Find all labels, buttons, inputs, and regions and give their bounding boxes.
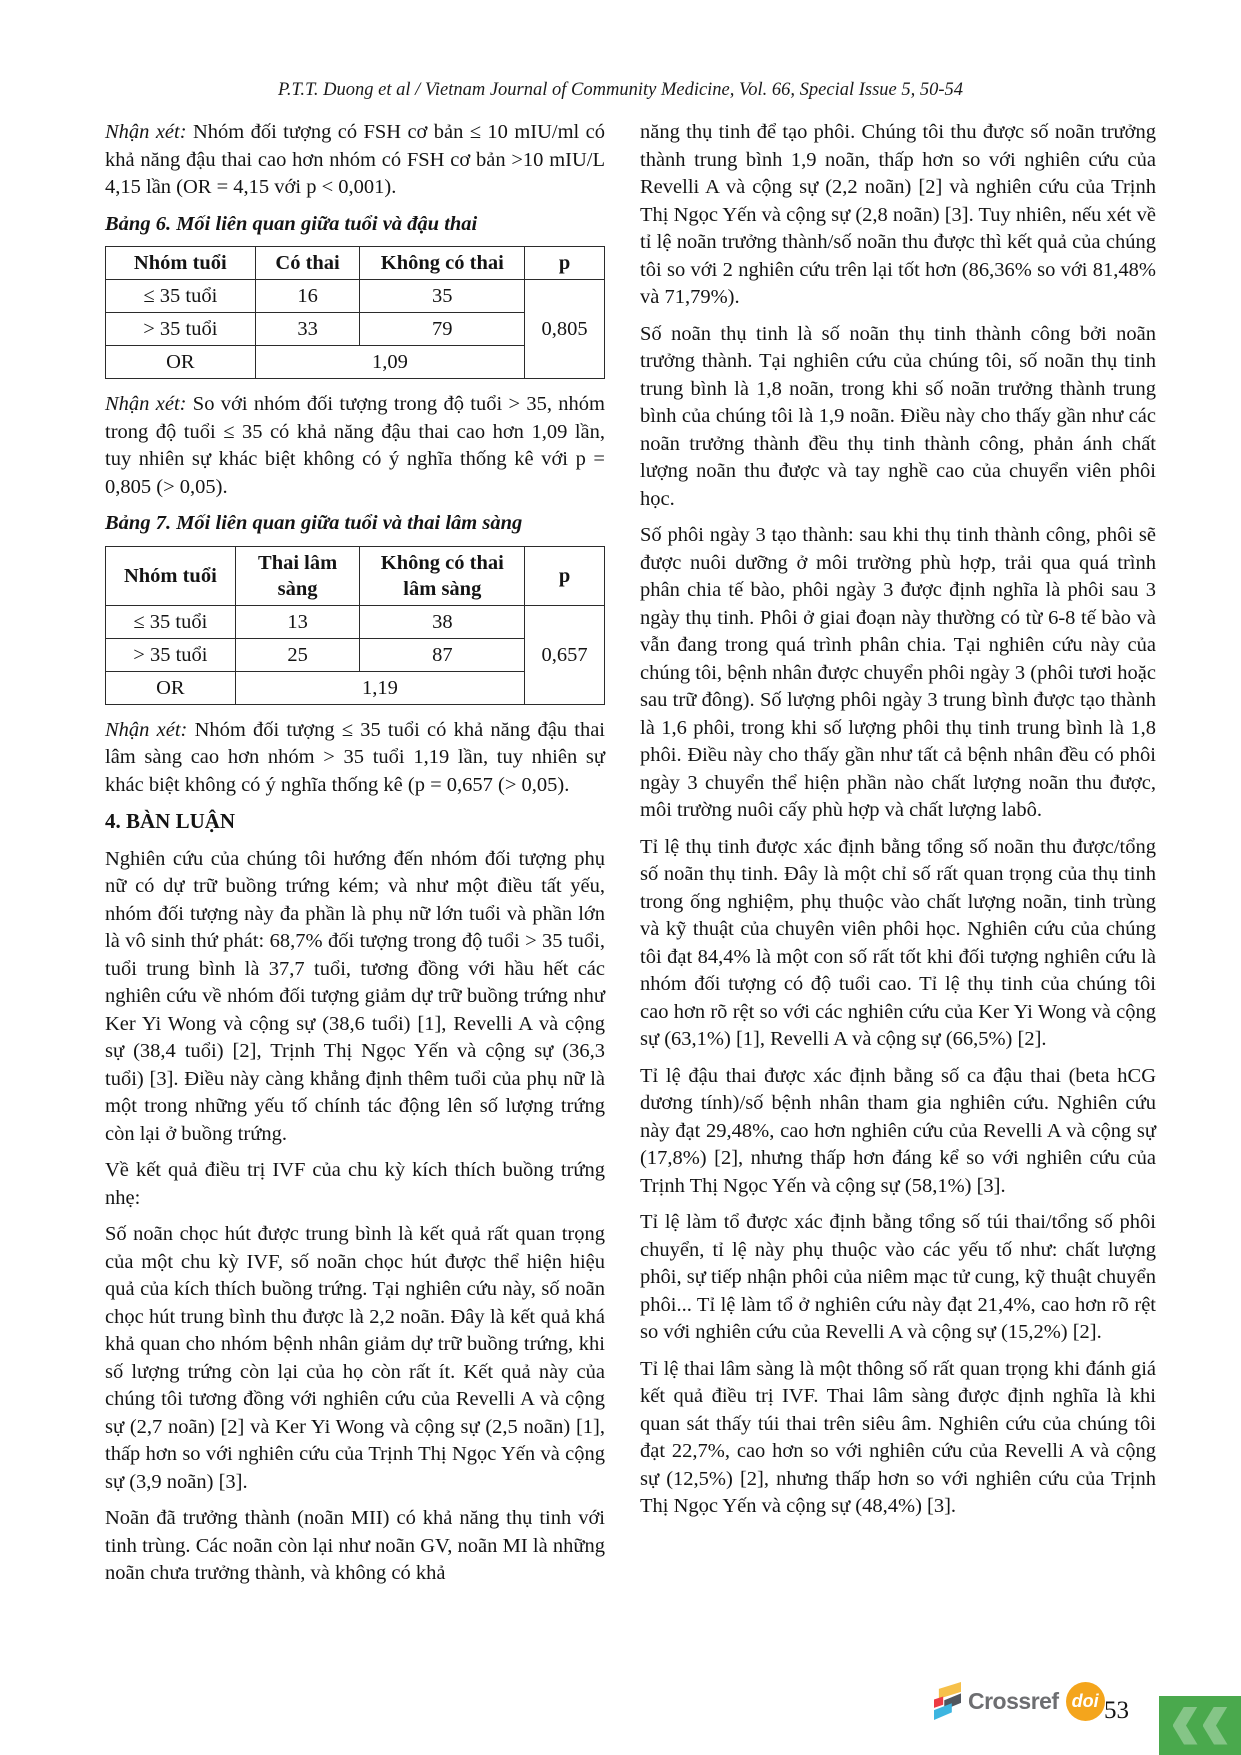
table6-header-row: [106, 247, 605, 280]
table7-header-cell: Không có thai lâm sàng: [360, 546, 525, 605]
note-table6-paragraph: [105, 391, 605, 501]
discussion-paragraph: Số noãn thụ tinh là số noãn thụ tinh thành công bởi noãn trưởng thành. Tại nghiên cứu của chúng tôi, số noãn thụ tinh trung bình là 1,8 noãn, trong khi số noãn trưởng thành trung bình của chúng tôi là 1,9 noãn. Điều này cho thấy gần như các noãn trưởng thành đều thụ tinh thành công, phản ánh chất lượng noãn thu được và tay nghề cao của chuyển viên phôi học.: [640, 322, 1156, 510]
chevron-left-icon: [1203, 1707, 1228, 1745]
crossref-logo-icon: [934, 1682, 961, 1720]
table7-header-row: [106, 546, 605, 605]
discussion-paragraph: Số phôi ngày 3 tạo thành: sau khi thụ tinh thành công, phôi sẽ được nuôi dưỡng ở môi trường phù hợp, trải qua quá trình phân chia tế bào, phôi ngày 3 được định nghĩa là phôi sau 3 ngày thụ tinh. Phôi ở giai đoạn này thường có từ 6-8 tế bào và vẫn đang trong quá trình phân chia. Tại nghiên cứu này của chúng tôi, bệnh nhân được chuyển phôi ngày 3 (phôi tươi hoặc sau trữ đông). Số lượng phôi ngày 3 trung bình được tạo thành là 1,6 phôi, trong khi số lượng phôi thụ tinh trung bình là 1,8 phôi. Điều này cho thấy gần như tất cả bệnh nhân đều có phôi ngày 3 chuyển thể hiện phần nào chất lượng noãn thu được, môi trường nuôi cấy phù hợp và chất lượng labô.: [640, 524, 1156, 821]
table6-or-value-cell: 1,09: [255, 346, 524, 379]
note-text: So với nhóm đối tượng trong độ tuổi > 35, nhóm trong độ tuổi ≤ 35 có khả năng đậu thai cao hơn 1,09 lần, tuy nhiên sự khác biệt không có ý nghĩa thống kê với p = 0,805 (> 0,05).: [105, 393, 605, 498]
note-table7-paragraph: [105, 717, 605, 800]
note-text: Nhóm đối tượng ≤ 35 tuổi có khả năng đậu thai lâm sàng cao hơn nhóm > 35 tuổi 1,19 lần, tuy nhiên sự khác biệt không có ý nghĩa thống kê (p = 0,657 (> 0,05).: [105, 718, 605, 796]
table7-header-cell: Nhóm tuổi: [106, 546, 236, 605]
table6-cell: 33: [255, 313, 360, 346]
table7-cell: 25: [235, 638, 360, 671]
doi-badge: doi: [1066, 1682, 1105, 1721]
table6-header-cell: Không có thai: [360, 247, 525, 280]
table7-header-cell: Thai lâm sàng: [235, 546, 360, 605]
table6-caption: Bảng 6. Mối liên quan giữa tuổi và đậu thai: [105, 212, 478, 235]
left-column: [105, 119, 605, 1597]
table-row: [106, 605, 605, 638]
table6-cell: 79: [360, 313, 525, 346]
table7-cell: 38: [360, 605, 525, 638]
table6-header-cell: Nhóm tuổi: [106, 247, 256, 280]
chevron-left-icon: [1173, 1707, 1198, 1745]
discussion-paragraph: Tỉ lệ đậu thai được xác định bằng số ca đậu thai (beta hCG dương tính)/số bệnh nhân tham gia nghiên cứu. Nghiên cứu này đạt 29,48%, cao hơn nghiên cứu của Revelli A và cộng sự (17,8%) [2], nhưng thấp hơn đáng kể so với nghiên cứu của Trịnh Thị Ngọc Yến và cộng sự (58,1%) [3].: [640, 1064, 1156, 1197]
table7-or-label-cell: OR: [106, 671, 236, 704]
discussion-paragraph: Tỉ lệ thụ tinh được xác định bằng tổng số noãn thu được/tổng số noãn thụ tinh. Đây là một chỉ số rất quan trọng của thụ tinh trong ống nghiệm, phụ thuộc vào chất lượng noãn, tinh trùng và kỹ thuật của chuyên viên phôi học. Nghiên cứu của chúng tôi đạt 84,4% là một con số rất tốt khi đối tượng nghiên cứu là nhóm đối tượng có độ tuổi cao. Tỉ lệ thụ tinh của chúng tôi cao hơn rõ rệt so với các nghiên cứu của Ker Yi Wong và cộng sự (63,1%) [1], Revelli A và cộng sự (66,5%) [2].: [640, 835, 1156, 1050]
table6-cell: ≤ 35 tuổi: [106, 280, 256, 313]
discussion-paragraph: năng thụ tinh để tạo phôi. Chúng tôi thu được số noãn trưởng thành trung bình 1,9 noãn, thấp hơn so với nghiên cứu của Revelli A và cộng sự (2,2 noãn) [2] và nghiên cứu của Trịnh Thị Ngọc Yến và cộng sự (2,8 noãn) [3]. Tuy nhiên, nếu xét về tỉ lệ noãn trưởng thành/số noãn thu được thì kết quả của chúng tôi so với 2 nghiên cứu trên lại tốt hơn (86,36% so với 81,48% và 71,79%).: [640, 121, 1156, 308]
table7: [105, 546, 605, 705]
discussion-paragraph: Noãn đã trưởng thành (noãn MII) có khả năng thụ tinh với tinh trùng. Các noãn còn lại như noãn GV, noãn MI là những noãn chưa trưởng thành, và không có khả: [105, 1507, 605, 1584]
page-number: 53: [1104, 1697, 1129, 1724]
discussion-paragraph: Tỉ lệ làm tổ được xác định bằng tổng số túi thai/tổng số phôi chuyển, tỉ lệ này phụ thuộc vào các yếu tố như: chất lượng phôi, sự tiếp nhận phôi của niêm mạc tử cung, kỹ thuật chuyển phôi... Tỉ lệ làm tổ ở nghiên cứu này đạt 21,4%, cao hơn rõ rệt so với nghiên cứu của Revelli A và cộng sự (15,2%) [2].: [640, 1211, 1156, 1343]
table7-p-value-cell: 0,657: [525, 605, 605, 704]
note-text: Nhóm đối tượng có FSH cơ bản ≤ 10 mIU/ml có khả năng đậu thai cao hơn nhóm có FSH cơ bản >10 mIU/L 4,15 lần (OR = 4,15 với p < 0,001).: [105, 121, 605, 198]
journal-header-line: P.T.T. Duong et al / Vietnam Journal of Community Medicine, Vol. 66, Special Issue 5, 50-54: [277, 80, 964, 100]
corner-chevrons-decoration: [1159, 1696, 1241, 1755]
note-fsh-paragraph: [105, 119, 605, 202]
crossref-doi-badge[interactable]: [934, 1679, 1105, 1723]
note-label: Nhận xét:: [105, 121, 187, 143]
table7-cell: 13: [235, 605, 360, 638]
note-label: Nhận xét:: [105, 393, 187, 415]
table7-header-cell: p: [525, 546, 605, 605]
table6-header-cell: p: [525, 247, 605, 280]
table7-cell: ≤ 35 tuổi: [106, 605, 236, 638]
table6-header-cell: Có thai: [255, 247, 360, 280]
table7-or-value-cell: 1,19: [235, 671, 524, 704]
table-row: [106, 280, 605, 313]
discussion-paragraph: Về kết quả điều trị IVF của chu kỳ kích thích buồng trứng nhẹ:: [105, 1159, 605, 1209]
table7-cell: > 35 tuổi: [106, 638, 236, 671]
right-column: [640, 119, 1156, 1530]
note-label: Nhận xét:: [105, 718, 188, 741]
table7-cell: 87: [360, 638, 525, 671]
table6-p-value-cell: 0,805: [525, 280, 605, 379]
table7-caption: Bảng 7. Mối liên quan giữa tuổi và thai lâm sàng: [105, 512, 523, 534]
table6-or-label-cell: OR: [106, 346, 256, 379]
table6: [105, 246, 605, 379]
discussion-paragraph: Nghiên cứu của chúng tôi hướng đến nhóm đối tượng phụ nữ có dự trữ buồng trứng kém; và như một điều tất yếu, nhóm đối tượng này đa phần là phụ nữ lớn tuổi và phần lớn là vô sinh thứ phát: 68,7% đối tượng trong độ tuổi > 35 tuổi, tuổi trung bình là 37,7 tuổi, tương đồng với hầu hết các nghiên cứu về nhóm đối tượng giảm dự trữ buồng trứng như Ker Yi Wong và cộng sự (38,6 tuổi) [1], Revelli A và cộng sự (38,4 tuổi) [2], Trịnh Thị Ngọc Yến và cộng sự (36,3 tuổi) [3]. Điều này càng khẳng định thêm tuổi của phụ nữ là một trong những yếu tố chính tác động lên số lượng trứng còn lại ở buồng trứng.: [105, 847, 605, 1145]
table6-cell: 35: [360, 280, 525, 313]
discussion-heading: 4. BÀN LUẬN: [105, 809, 236, 833]
discussion-paragraph: Tỉ lệ thai lâm sàng là một thông số rất quan trọng khi đánh giá kết quả điều trị IVF. Thai lâm sàng được định nghĩa là khi quan sát thấy túi thai trên siêu âm. Nghiên cứu của chúng tôi đạt 22,7%, cao hơn so với nghiên cứu của Revelli A và cộng sự (12,5%) [2], nhưng thấp hơn so với nghiên cứu của Trịnh Thị Ngọc Yến và cộng sự (48,4%) [3].: [640, 1357, 1156, 1517]
table6-cell: 16: [255, 280, 360, 313]
crossref-label: Crossref: [968, 1687, 1059, 1714]
discussion-paragraph: Số noãn chọc hút được trung bình là kết quả rất quan trọng của một chu kỳ IVF, số noãn chọc hút được thể hiện hiệu quả của kích thích buồng trứng. Tại nghiên cứu này, số noãn chọc hút trung bình thu được là 2,2 noãn. Đây là kết quả khá khả quan cho nhóm bệnh nhân giảm dự trữ buồng trứng, khi số lượng trứng còn lại của họ còn rất ít. Kết quả này của chúng tôi tương đồng với nghiên cứu của Revelli A và cộng sự (2,7 noãn) [2] và Ker Yi Wong và cộng sự (2,5 noãn) [1], thấp hơn so với nghiên cứu của Trịnh Thị Ngọc Yến và cộng sự (3,9 noãn) [3].: [105, 1223, 605, 1493]
table6-cell: > 35 tuổi: [106, 313, 256, 346]
